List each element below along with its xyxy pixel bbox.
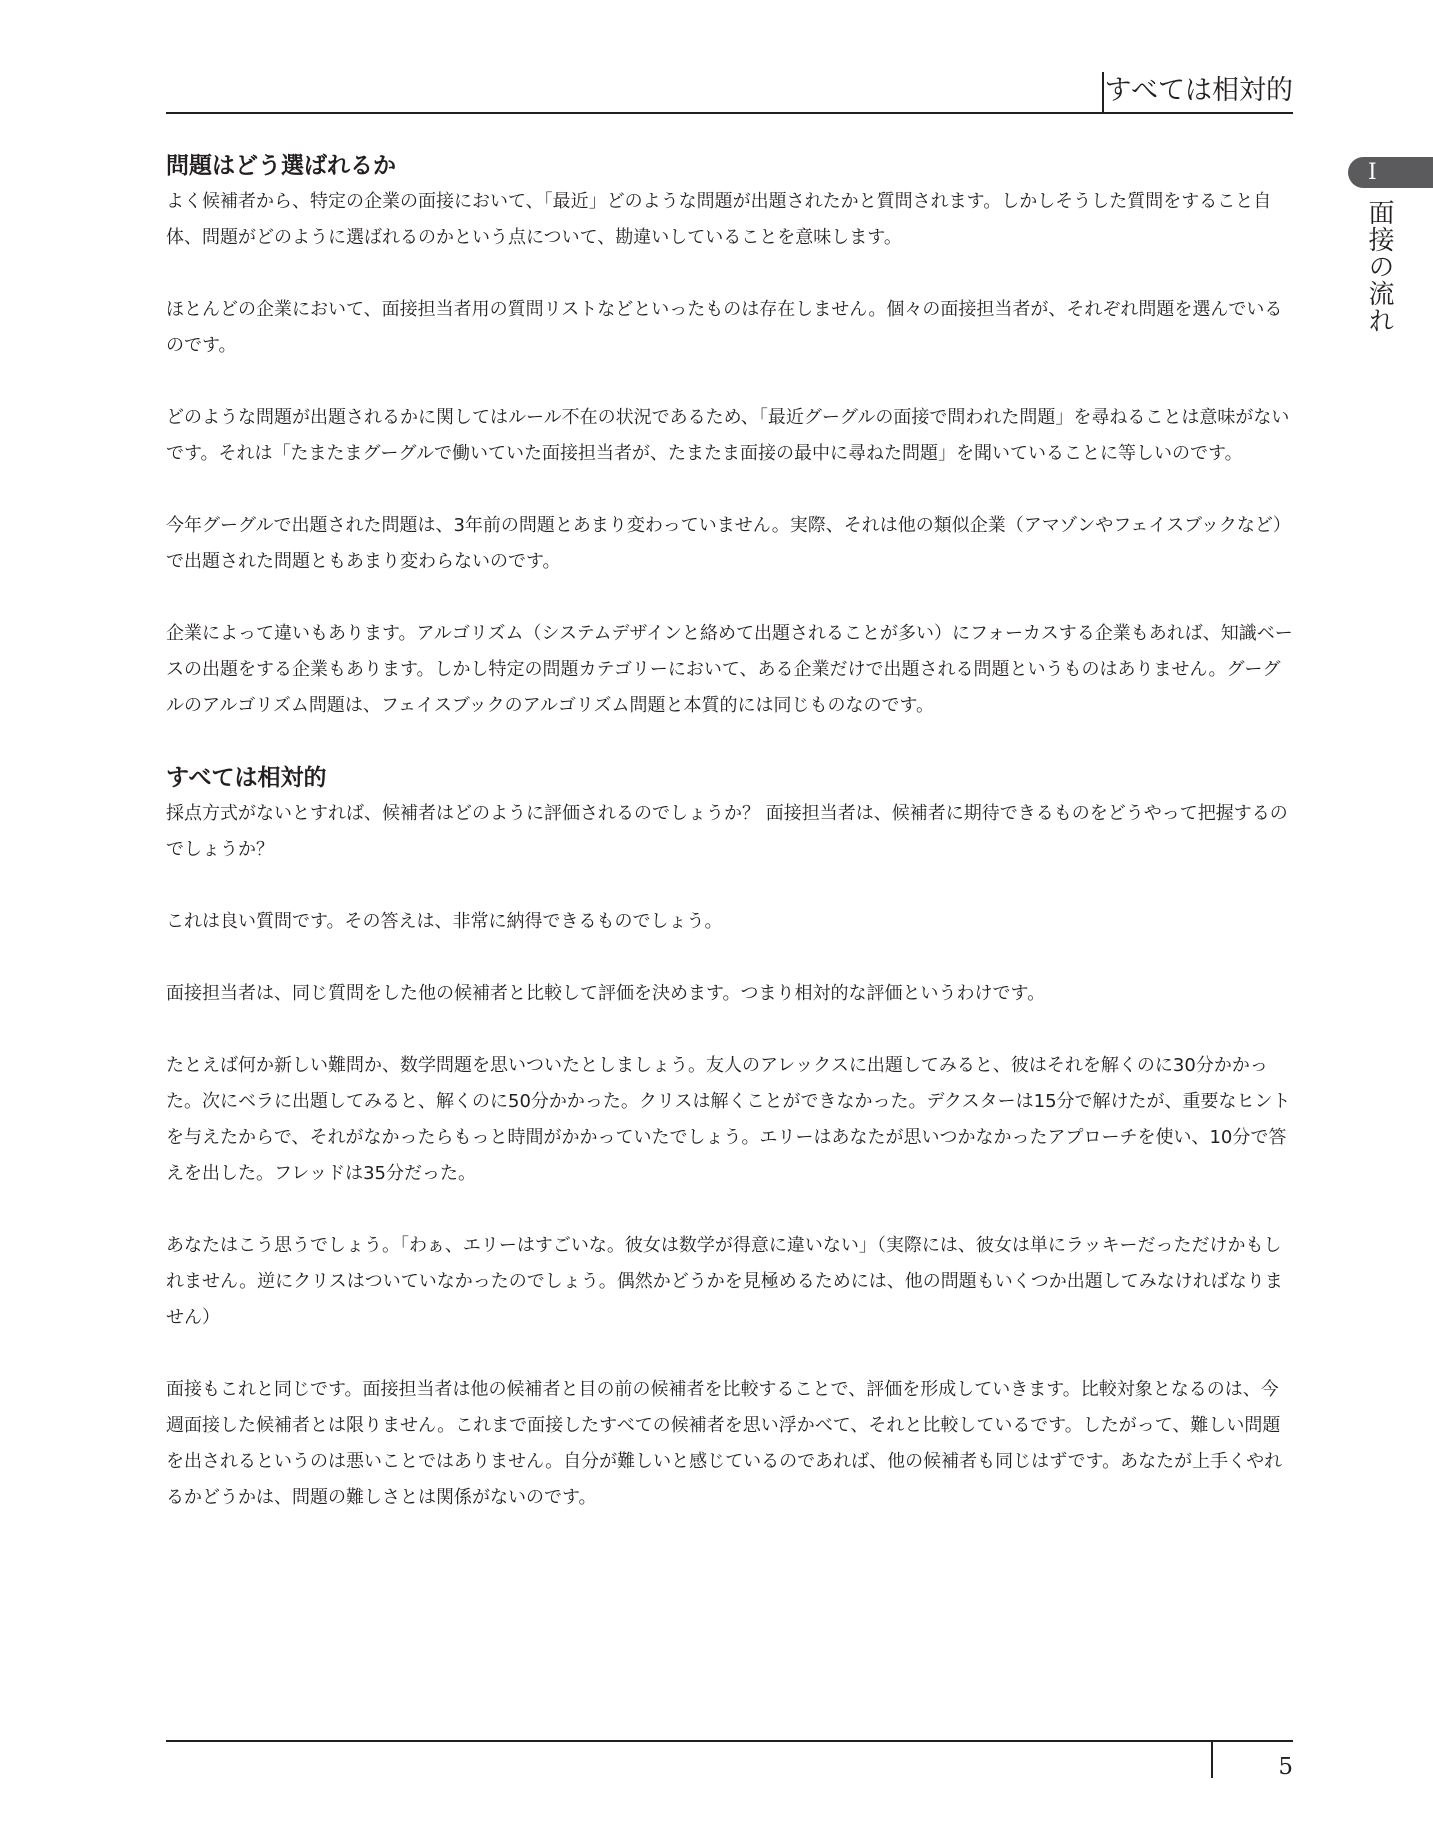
paragraph: 面接もこれと同じです。面接担当者は他の候補者と目の前の候補者を比較することで、評価を形成していきます。比較対象となるのは、今週面接した候補者とは限りません。これまで面接したすべての候補者を思い浮かべて、それと比較しているです。したがって、難しい問題を出されるというのは悪いことではありません。自分が難しいと感じているのであれば、他の候補者も同じはずです。あなたが上手くやれるかどうかは、問題の難しさとは関係がないのです。 [166, 1379, 1283, 1508]
running-header-title: すべては相対的 [1104, 75, 1293, 106]
chapter-tab [1348, 157, 1433, 188]
main-content [166, 148, 1293, 1516]
paragraph: 企業によって違いもあります。アルゴリズム（システムデザインと絡めて出題されることが多い）にフォーカスする企業もあれば、知識ベースの出題をする企業もあります。しかし特定の問題カテゴリーにおいて、ある企業だけで出題される問題というものはありません。グーグルのアルゴリズム問題は、フェイスブックのアルゴリズム問題と本質的には同じものなのです。 [166, 623, 1293, 716]
footer-rule [166, 1740, 1293, 1742]
paragraph: あなたはこう思うでしょう。「わぁ、エリーはすごいな。彼女は数学が得意に違いない」（実際には、彼女は単にラッキーだっただけかもしれません。逆にクリスはついていなかったのでしょう。偶然かどうかを見極めるためには、他の問題もいくつか出題してみなければなりません） [166, 1235, 1283, 1328]
paragraph: 面接担当者は、同じ質問をした他の候補者と比較して評価を決めます。つまり相対的な評価というわけです。 [166, 983, 1046, 1004]
footer-divider [1211, 1742, 1213, 1778]
chapter-title-vertical: 面接の流れ [1364, 199, 1394, 334]
paragraph: 今年グーグルで出題された問題は、3年前の問題とあまり変わっていません。実際、それは他の類似企業（アマゾンやフェイスブックなど）で出題された問題ともあまり変わらないのです。 [166, 515, 1291, 572]
paragraph: これは良い質問です。その答えは、非常に納得できるものでしょう。 [166, 911, 723, 932]
page-number: 5 [1278, 1754, 1293, 1780]
paragraph: たとえば何か新しい難問か、数学問題を思いついたとしましょう。友人のアレックスに出題してみると、彼はそれを解くのに30分かかった。次にベラに出題してみると、解くのに50分かかった。クリスは解くことができなかった。デクスターは15分で解けたが、重要なヒントを与えたからで、それがなかったらもっと時間がかかっていたでしょう。エリーはあなたが思いつかなかったアプローチを使い、10分で答えを出した。フレッドは35分だった。 [166, 1055, 1291, 1184]
paragraph: 採点方式がないとすれば、候補者はどのように評価されるのでしょうか？ 面接担当者は、候補者に期待できるものをどうやって把握するのでしょうか？ [166, 803, 1288, 860]
running-header [166, 0, 1293, 114]
section-heading: 問題はどう選ばれるか [166, 153, 396, 179]
section-heading: すべては相対的 [166, 765, 327, 791]
paragraph: ほとんどの企業において、面接担当者用の質問リストなどといったものは存在しません。個々の面接担当者が、それぞれ問題を選んでいるのです。 [166, 299, 1283, 356]
paragraph: よく候補者から、特定の企業の面接において、「最近」どのような問題が出題されたかと質問されます。しかしそうした質問をすること自体、問題がどのように選ばれるのかという点について、勘違いしていることを意味します。 [166, 191, 1272, 248]
chapter-number: I [1368, 160, 1377, 185]
paragraph: どのような問題が出題されるかに関してはルール不在の状況であるため、「最近グーグルの面接で問われた問題」を尋ねることは意味がないです。それは「たまたまグーグルで働いていた面接担当者が、たまたま面接の最中に尋ねた問題」を聞いていることに等しいのです。 [166, 407, 1290, 464]
